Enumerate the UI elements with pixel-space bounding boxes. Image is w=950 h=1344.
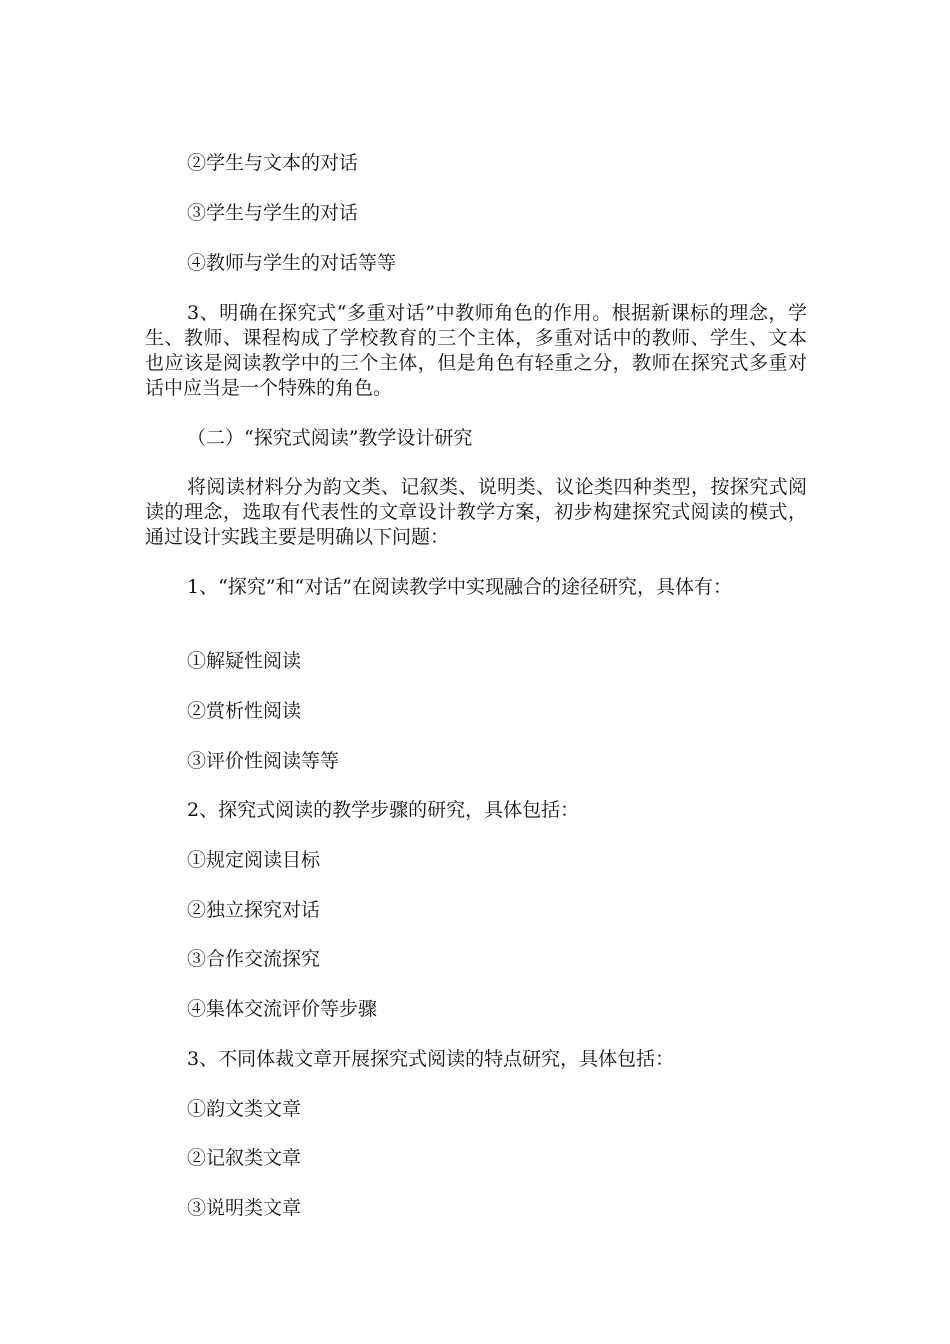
paragraph-text: 将阅读材料分为韵文类、记叙类、说明类、议论类四种类型，按探究式阅读的理念，选取有代表性的文章设计教学方案，初步构建探究式阅读的模式，通过设计实践主要是明确以下问题： [145,476,807,548]
paragraph-text: 3、明确在探究式“多重对话”中教师角色的作用。根据新课标的理念，学生、教师、课程构成了学校教育的三个主体，多重对话中的教师、学生、文本也应该是阅读教学中的三个主体，但是角色有轻重之分，教师在探究式多重对话中应当是一个特殊的角色。 [145,302,807,399]
paragraph-teacher-role [145,301,807,401]
list-item: ②赏析性阅读 [187,700,302,722]
paragraph-text: 1、“探究”和“对话”在阅读教学中实现融合的途径研究，具体有： [187,576,732,598]
list-item: ③说明类文章 [187,1197,302,1219]
list-item: ①解疑性阅读 [187,650,302,672]
section-heading: （二）“探究式阅读”教学设计研究 [187,427,473,449]
paragraph-point-2: 2、探究式阅读的教学步骤的研究，具体包括： [187,799,580,821]
list-item: ②学生与文本的对话 [187,152,359,174]
paragraph-point-1 [145,575,807,600]
list-item: ④教师与学生的对话等等 [187,252,397,274]
list-item: ①韵文类文章 [187,1098,302,1120]
list-item: ②记叙类文章 [187,1147,302,1169]
list-item: ③合作交流探究 [187,948,321,970]
list-item: ④集体交流评价等步骤 [187,998,378,1020]
paragraph-intro [145,475,807,550]
list-item: ③评价性阅读等等 [187,750,340,772]
list-item: ①规定阅读目标 [187,849,321,871]
paragraph-point-3: 3、不同体裁文章开展探究式阅读的特点研究，具体包括： [187,1048,675,1070]
list-item: ③学生与学生的对话 [187,202,359,224]
list-item: ②独立探究对话 [187,899,321,921]
